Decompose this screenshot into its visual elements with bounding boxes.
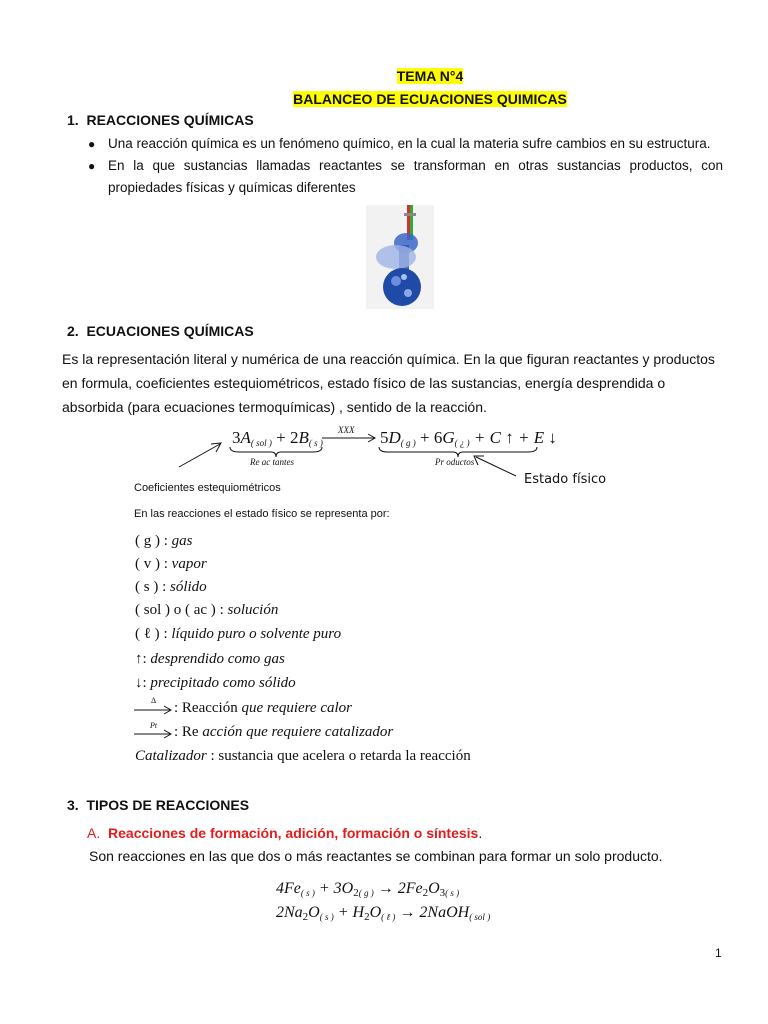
eq2-right: 2NaOH [419, 904, 470, 921]
tema-label: TEMA N°4 [396, 68, 464, 84]
eq1-mid: + 3O [314, 880, 354, 897]
subtitle-label: BALANCEO DE ECUACIONES QUIMICAS [293, 91, 567, 107]
legend-catalizador [135, 748, 471, 765]
species-g: G [442, 428, 455, 447]
legend-solucion [135, 602, 278, 619]
legend-symbol: ( s ) [135, 579, 159, 595]
legend-desc: sustancia que acelera o retarda la reacción [218, 748, 471, 764]
legend-symbol: ( g ) [135, 533, 160, 549]
down-arrow-icon: ↓ [135, 675, 143, 691]
products-equation [380, 428, 557, 448]
legend-desc: precipitado como sólido [150, 675, 296, 691]
coef-3: 5 [380, 428, 389, 447]
estado-intro: En las reacciones el estado físico se representa por: [134, 508, 390, 520]
eq2-arrow: → [395, 904, 420, 921]
eq1-right-sub1: 2 [422, 887, 429, 899]
legend-sep: : [159, 626, 172, 642]
coef-2: + 2 [276, 428, 299, 447]
legend-desc: gas [171, 533, 193, 549]
document-title [0, 68, 768, 84]
legend-symbol: ( ℓ ) [135, 626, 160, 642]
species-a: A [240, 428, 251, 447]
section-2-title: ECUACIONES QUÍMICAS [86, 323, 254, 339]
catalyst-arrow-icon [134, 729, 174, 739]
legend-sep: : [160, 533, 172, 549]
species-b: B [298, 428, 309, 447]
productos-label: Pr oductos [435, 457, 475, 467]
catalizador-term: Catalizador [135, 748, 207, 764]
legend-desc: acción que requiere catalizador [202, 724, 394, 740]
eq1-left-state: ( s ) [300, 888, 315, 898]
legend-precipitado [135, 675, 296, 692]
state-pointer-arrow [470, 452, 520, 482]
legend-sep: : [142, 651, 151, 667]
subsection-a-period: . [478, 825, 483, 841]
section-2-paragraph [62, 347, 726, 419]
eq1-left: 4Fe [276, 880, 301, 897]
bullet-text: Una reacción química es un fenómeno químico, en la cual la materia sufre cambios en su estructura. [108, 136, 711, 151]
up-arrow-icon: ↑ [135, 651, 143, 667]
state-b: ( s ) [308, 438, 323, 448]
heat-arrow-icon [134, 705, 174, 715]
legend-vapor [135, 556, 207, 573]
legend-desc: sólido [170, 579, 207, 595]
state-d: ( g ) [400, 438, 416, 448]
legend-sep: : [206, 748, 219, 764]
legend-gas [135, 533, 193, 550]
legend-catalyst-arrow [174, 724, 393, 741]
eq2-right-state: ( sol ) [469, 912, 491, 922]
eq1-right: 2Fe [397, 880, 423, 897]
legend-solido [135, 579, 207, 596]
eq2-mid-state: ( ℓ ) [381, 912, 396, 922]
eq1-right-state: ( s ) [445, 888, 460, 898]
chemistry-flask-image [366, 205, 434, 309]
eq1-mid-state: ( g ) [358, 888, 374, 898]
legend-desc: que requiere calor [241, 700, 353, 716]
section-1-bullet-2 [88, 155, 723, 199]
legend-desc: vapor [171, 556, 207, 572]
estado-fisico-label: Estado físico [524, 472, 607, 487]
legend-sep: : [158, 579, 170, 595]
section-2-heading [67, 323, 254, 339]
legend-symbol: ( v ) [135, 556, 160, 572]
subsection-a-heading [87, 825, 482, 841]
eq2-left: 2Na [276, 904, 303, 921]
section-3-title: TIPOS DE REACCIONES [86, 797, 250, 813]
subsection-a-title: Reacciones de formación, adición, formación o síntesis [108, 825, 479, 841]
paragraph-text: Es la representación literal y numérica de una reacción química. En la que figuran reactantes y productos en formula, coeficientes estequiométricos, estado físico de las sustancias, energía desprendida o absorbida (para ecuaciones termoquímicas) , sentido de la reacción. [62, 351, 715, 415]
bullet-text: En la que sustancias llamadas reactantes se transforman en otras sustancias productos, con propiedades físicas y químicas diferentes [108, 158, 723, 195]
eq2-left-sub: 2 [302, 911, 309, 923]
coef-pointer-arrow [176, 440, 226, 470]
legend-sep: : [160, 556, 172, 572]
legend-desc: solución [227, 602, 279, 618]
document-subtitle [0, 91, 768, 107]
subsection-a-desc: Son reacciones en las que dos o más reactantes se combinan para formar un solo producto. [89, 848, 663, 864]
eq2-left2: O [308, 904, 320, 921]
arrow-top-heat: Δ [151, 696, 157, 705]
section-1-bullet-1 [88, 133, 724, 155]
section-1-title: REACCIONES QUÍMICAS [86, 112, 254, 128]
bullet-icon: ● [88, 137, 96, 151]
coeficientes-label: Coeficientes estequiométricos [134, 482, 281, 494]
reaction-arrow-icon [322, 433, 380, 443]
species-ce: + C ↑ + E ↓ [473, 428, 557, 447]
legend-desprendido [135, 651, 285, 668]
general-equation [232, 428, 323, 448]
eq1-arrow: → [373, 880, 398, 897]
section-1-number: 1. [67, 112, 79, 128]
example-equation-2 [276, 904, 490, 923]
section-2-number: 2. [67, 323, 79, 339]
arrow-label: XXX [338, 425, 355, 435]
coef-1: 3 [232, 428, 241, 447]
eq2-mid2: O [369, 904, 382, 921]
state-g: ( ¿ ) [454, 438, 470, 448]
coef-4: + 6 [420, 428, 443, 447]
eq2-left-state: ( s ) [319, 912, 334, 922]
legend-desc: desprendido como gas [150, 651, 285, 667]
reactantes-label: Re ac tantes [250, 457, 294, 467]
eq1-mid-sub: 2 [353, 887, 359, 899]
legend-prefix: : Re [174, 724, 203, 740]
legend-sep: : [215, 602, 228, 618]
section-1-heading [67, 112, 254, 128]
section-3-heading [67, 797, 249, 813]
example-equation-1 [276, 880, 459, 899]
legend-liquido [135, 626, 341, 643]
section-3-number: 3. [67, 797, 79, 813]
eq1-right-sub2: 3 [439, 887, 446, 899]
legend-symbol: ( sol ) o ( ac ) [135, 602, 216, 618]
arrow-top-pt: Pt [150, 721, 158, 730]
eq1-right2: O [428, 880, 440, 897]
legend-sep: : [142, 675, 151, 691]
page-number: 1 [715, 946, 722, 960]
legend-heat [174, 700, 352, 717]
legend-prefix: : Reacción [174, 700, 242, 716]
eq2-mid-sub: 2 [364, 911, 370, 923]
subsection-a-letter: A. [87, 825, 101, 841]
eq2-mid: + H [333, 904, 365, 921]
bullet-icon: ● [88, 159, 96, 173]
state-a: ( sol ) [250, 438, 272, 448]
species-d: D [388, 428, 401, 447]
legend-desc: líquido puro o solvente puro [171, 626, 342, 642]
